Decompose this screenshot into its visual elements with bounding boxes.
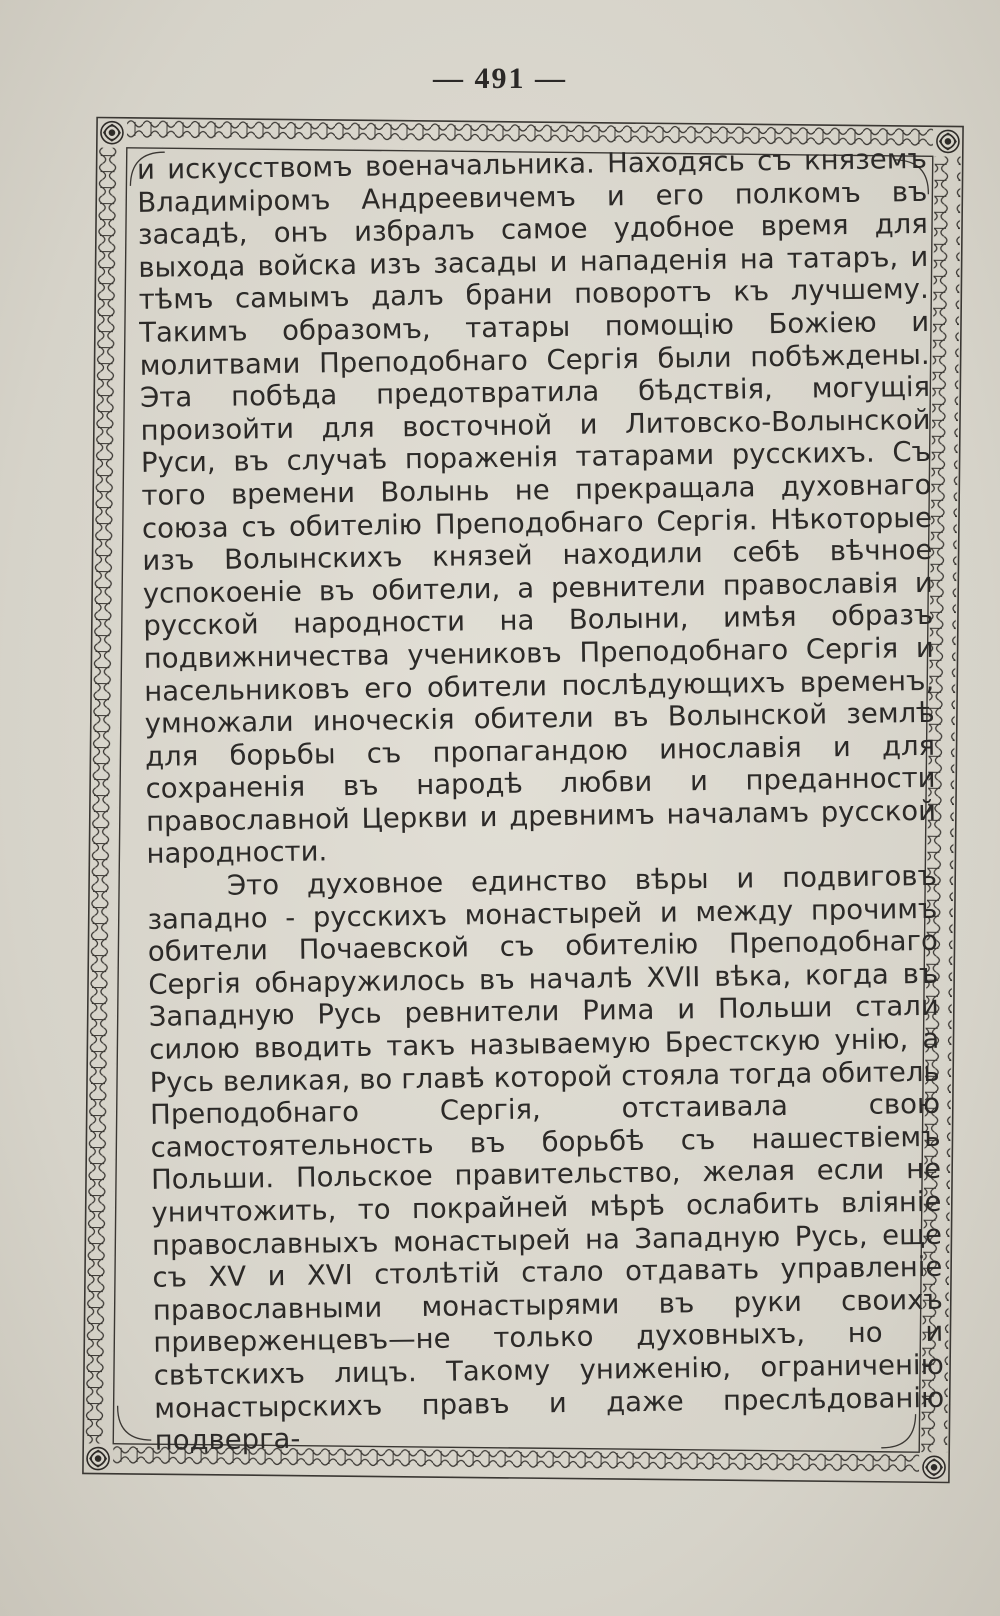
paragraph-1: и искусствомъ военачальника. Находясь съ княземъ Владиміромъ Андреевичемъ и его полкомъ въ засадѣ, онъ избралъ самое удобное время для выхода войска изъ засады и нападенія на татаръ, и тѣмъ самымъ далъ брани поворотъ къ лучшему. Такимъ образомъ, татары помощію Божіею и молитвами Преподобнаго Сергія были побѣждены. Эта побѣда предотвратила бѣдствія, могущія произойти для восточной и Литовско-Волынской Руси, въ случаѣ пораженія татарами русскихъ. Съ того времени Волынь не прекращала духовнаго союза съ обителію Преподобнаго Сергія. Нѣкоторые изъ Волынскихъ князей находили себѣ вѣчное успокоеніе въ обители, а ревнители православія и русской народности на Волыни, имѣя образъ подвижничества учениковъ Преподобнаго Сергія и насельниковъ его обители послѣдующихъ временъ, умножали иноческія обители въ Волынской землѣ для борьбы съ пропагандою инославія и для сохраненія въ народѣ любви и преданности православной Церкви и древнимъ началамъ русской народности.: [136, 142, 937, 871]
ornamental-frame: [81, 115, 965, 1484]
body-text: [137, 143, 945, 1458]
paragraph-2: Это духовное единство вѣры и подвиговъ западно - русскихъ монастырей и между прочимъ обители Почаевской съ обителію Преподобнаго Сергія обнаружилось въ началѣ XVII вѣка, когда въ Западную Русь ревнители Рима и Польши стали силою вводить такъ называемую Брестскую унію, а Русь великая, во главѣ которой стояла тогда обитель Преподобнаго Сергія, отстаивала свою самостоятельность въ борьбѣ съ нашествіемъ Польши. Польское правительство, желая если не уничтожить, то покрайней мѣрѣ ослабить вліяніе православныхъ монастырей на Западную Русь, еще съ XV и XVI столѣтій стало отдавать управленіе православными монастырями въ руки своихъ приверженцевъ—не только духовныхъ, но и свѣтскихъ лицъ. Такому униженію, ограниченію монастырскихъ правъ и даже преслѣдованію подверга-: [147, 859, 945, 1457]
page-number: — 491 —: [433, 62, 567, 95]
